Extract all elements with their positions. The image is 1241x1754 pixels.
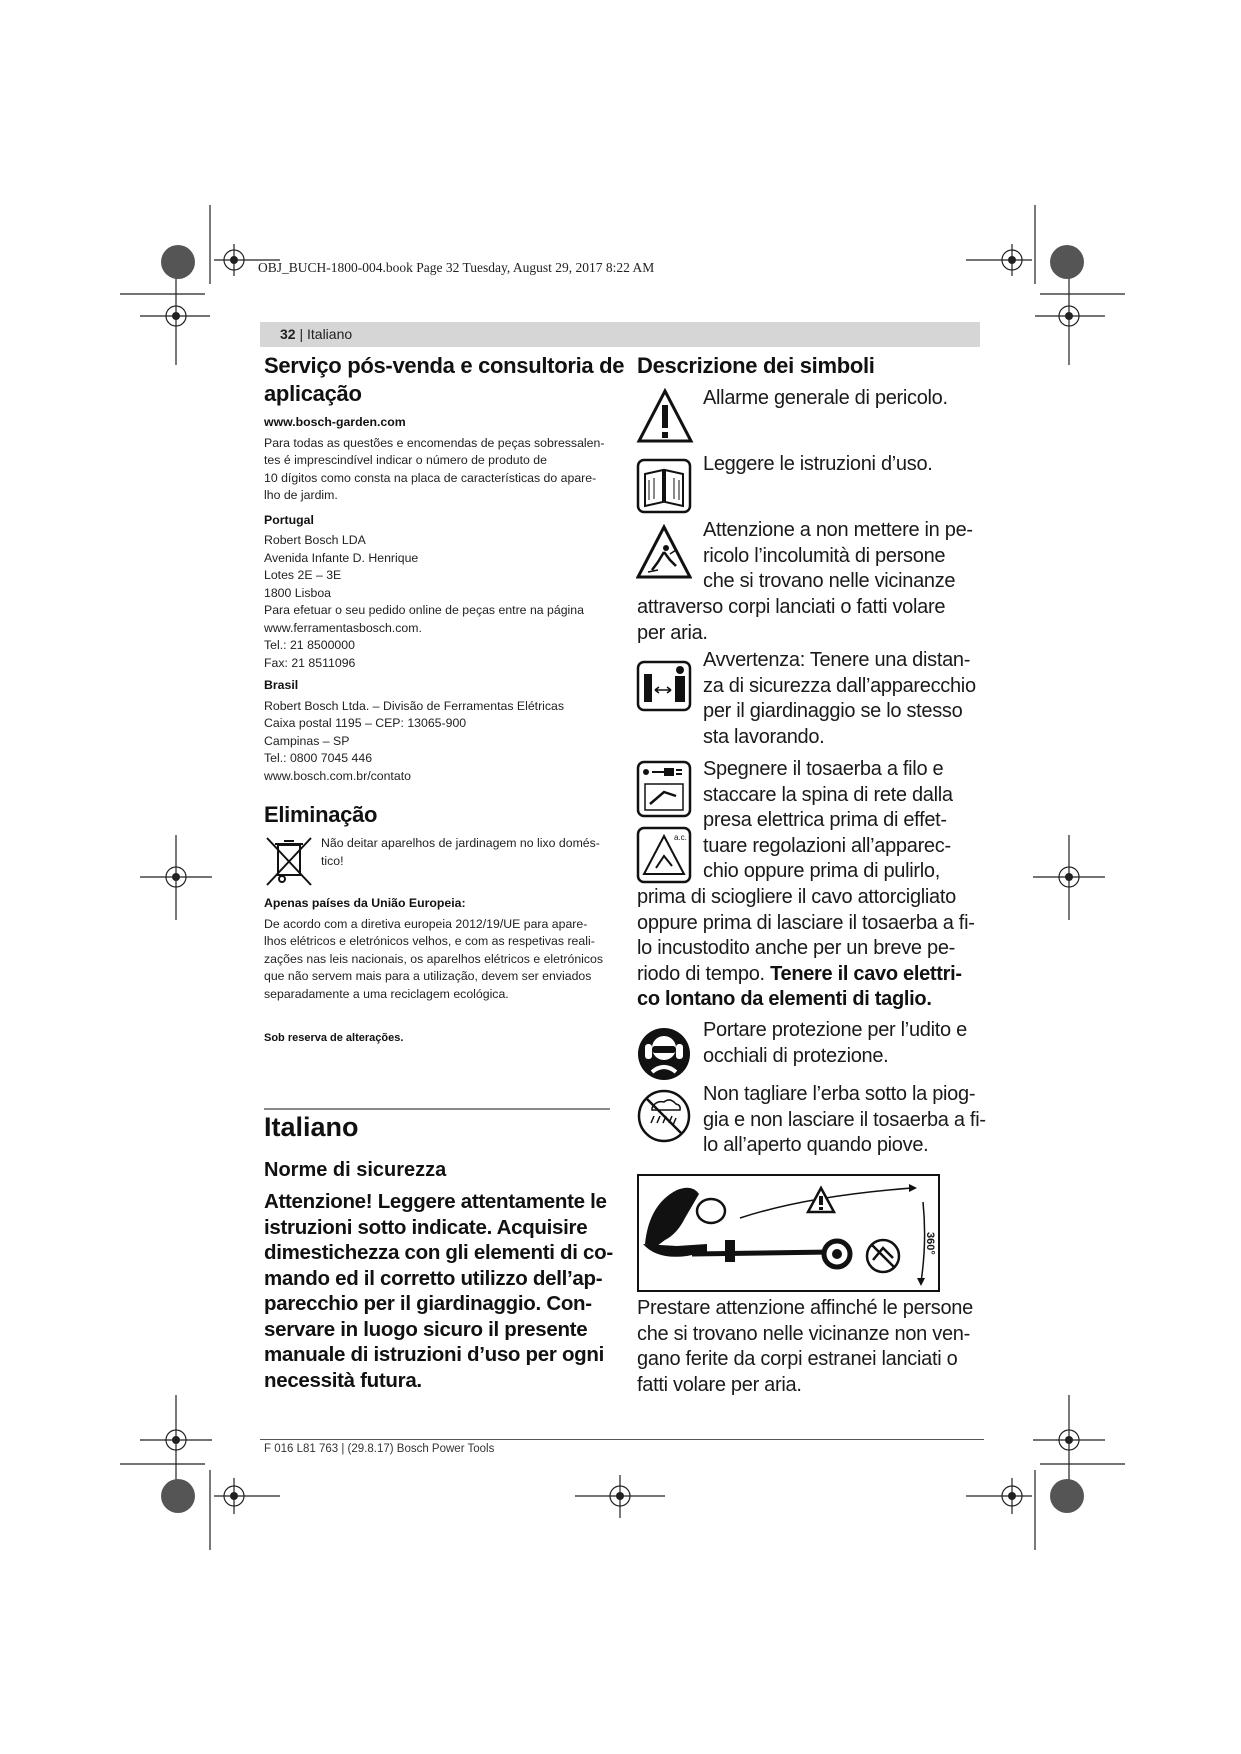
symbol-6-text: Portare protezione per l’udito e occhiali di protezione. bbox=[703, 1019, 967, 1067]
right-column bbox=[637, 352, 987, 380]
page-header bbox=[260, 322, 980, 347]
header-language: Italiano bbox=[307, 326, 353, 342]
symbol-5-text-a: Spegnere il tosaerba a filo e staccare la spina di rete dalla presa elettrica prima di effet- tuare regolazioni all’apparec- chio oppure prima di pulirlo, bbox=[703, 758, 953, 882]
page-footer: F 016 L81 763 | (29.8.17) Bosch Power Tools bbox=[264, 1443, 495, 1455]
symbol-7-text: Non tagliare l’erba sotto la piog- gia e non lasciare il tosaerba a fi- lo all’aperto quando piove. bbox=[703, 1083, 986, 1156]
service-intro: Para todas as questões e encomendas de peças sobressalen- tes é imprescindível indicar o número de produto de 10 dígitos como consta na placa de características do apare- lho de jardim. bbox=[264, 435, 605, 502]
footer-rule bbox=[260, 1439, 984, 1440]
symbol-1-text: Allarme generale di pericolo. bbox=[703, 387, 948, 409]
disposal-note: Não deitar aparelhos de jardinagem no lixo domés- tico! bbox=[264, 835, 614, 891]
symbol-8-text: Prestare attenzione affinché le persone che si trovano nelle vicinanze non ven- gano ferite da corpi estranei lanciati o fatti volare per aria. bbox=[637, 1297, 973, 1396]
reserve-note: Sob reserva de alterações. bbox=[264, 1032, 404, 1044]
trimmer-operator-illustration bbox=[637, 1174, 940, 1292]
service-website: www.bosch-garden.com bbox=[264, 415, 406, 429]
safety-warning: Attenzione! Leggere attentamente le istruzioni sotto indicate. Acquisire dimestichezza con gli elementi di co- mando ed il corretto utilizzo dell’ap- parecchio per il giardinaggio. Con- servare in luogo sicuro il presente manuale di istruzioni d’uso per ogni necessità futura. bbox=[264, 1190, 613, 1392]
print-slug: OBJ_BUCH-1800-004.book Page 32 Tuesday, August 29, 2017 8:22 AM bbox=[258, 260, 655, 275]
italiano-title: Italiano bbox=[264, 1112, 359, 1142]
eu-text: De acordo com a diretiva europeia 2012/19/UE para apare- lhos elétricos e eletrónicos velhos, e com as respetivas reali- zações nas leis nacionais, os aparelhos elétricos e eletrónicos que não servem mais para a utilização, devem ser enviados separadamente a uma reciclagem ecológica. bbox=[264, 916, 604, 1001]
portugal-address: Robert Bosch LDA Avenida Infante D. Henrique Lotes 2E – 3E 1800 Lisboa Para efetuar o seu pedido online de peças entre na página www.ferramentasbosch.com. Tel.: 21 8500000 Fax: 21 8511096 bbox=[264, 533, 584, 670]
brasil-heading: Brasil bbox=[264, 678, 299, 692]
symbol-3-text-b: attraverso corpi lanciati o fatti volare per aria. bbox=[637, 596, 946, 644]
header-separator: | bbox=[295, 326, 307, 342]
angle-label: 360° bbox=[924, 1232, 936, 1255]
ear-eye-protection-icon bbox=[636, 1026, 692, 1082]
symbols-title: Descrizione dei simboli bbox=[637, 353, 875, 378]
eu-heading: Apenas países da União Europeia: bbox=[264, 896, 466, 910]
read-manual-icon bbox=[636, 458, 692, 514]
warning-triangle-icon bbox=[636, 388, 694, 444]
portugal-heading: Portugal bbox=[264, 512, 314, 527]
crossed-bin-icon bbox=[264, 835, 314, 889]
symbol-4-text: Avvertenza: Tenere una distan- za di sicurezza dall’apparecchio per il giardinaggio se lo stesso sta lavorando. bbox=[703, 649, 976, 748]
safety-distance-illustration bbox=[637, 1174, 940, 1292]
unplug-icon bbox=[636, 760, 692, 818]
symbol-3-text-a: Attenzione a non mettere in pe- ricolo l’incolumità di persone che si trovano nelle vicinanze bbox=[703, 519, 973, 592]
ac-plug-warning-icon bbox=[636, 826, 692, 884]
thrown-objects-warning-icon bbox=[636, 524, 692, 580]
no-rain-icon bbox=[636, 1088, 692, 1144]
page-number: 32 bbox=[280, 326, 296, 342]
svg-text:a.c.: a.c. bbox=[674, 833, 687, 842]
disposal-title: Eliminação bbox=[264, 802, 378, 827]
brasil-address: Robert Bosch Ltda. – Divisão de Ferramentas Elétricas Caixa postal 1195 – CEP: 13065-900 Campinas – SP Tel.: 0800 7045 446 www.bosch.com.br/contato bbox=[264, 698, 565, 783]
left-column bbox=[264, 352, 625, 1048]
symbol-5-text-b: prima di sciogliere il cavo attorcigliato oppure prima di lasciare il tosaerba a fi- lo incustodito anche per un breve pe- riodo di tempo. Tenere il cavo elettri- co lontano da elementi di taglio. bbox=[637, 886, 975, 1010]
keep-distance-icon bbox=[636, 660, 692, 712]
symbol-2-text: Leggere le istruzioni d’uso. bbox=[703, 453, 933, 475]
service-title: Serviço pós-venda e consultoria de aplicação bbox=[264, 353, 625, 406]
italiano-section bbox=[264, 1112, 614, 1393]
section-divider bbox=[264, 1108, 610, 1110]
italiano-subtitle: Norme di sicurezza bbox=[264, 1159, 447, 1181]
